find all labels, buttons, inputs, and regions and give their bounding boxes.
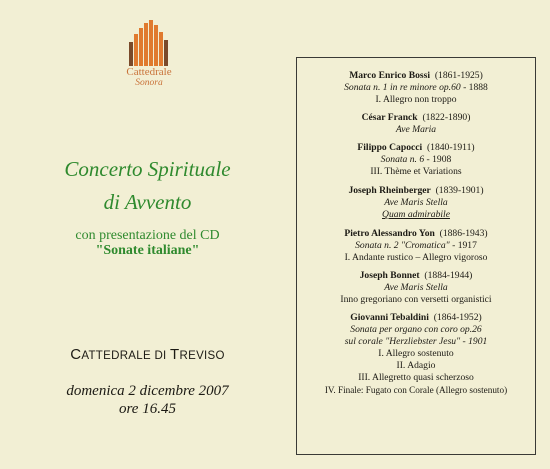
program-work-line bbox=[296, 82, 536, 94]
composer-name: Giovanni Tebaldini bbox=[350, 312, 429, 323]
program-movement: III. Thème et Variations bbox=[370, 166, 462, 177]
program-work-title bbox=[296, 209, 536, 221]
work-title: Sonata n. 2 "Cromatica" bbox=[355, 240, 450, 251]
program-entry-composer bbox=[296, 142, 536, 154]
program-work-title: Ave Maris Stella bbox=[384, 282, 448, 293]
concert-date bbox=[0, 382, 295, 418]
composer-years: (1861-1925) bbox=[434, 70, 483, 81]
program-work-line bbox=[296, 154, 536, 166]
program-work-title: sul corale "Herzliebster Jesu" - 1901 bbox=[344, 336, 488, 347]
composer-name: Filippo Capocci bbox=[357, 142, 423, 153]
program-movement: I. Allegro non troppo bbox=[375, 94, 457, 105]
program-movement: IV. Finale: Fugato con Corale (Allegro sostenuto) bbox=[324, 385, 508, 395]
program-work-title: Ave Maria bbox=[395, 124, 437, 135]
program-entry-composer bbox=[296, 70, 536, 82]
venue-word-1: ATTEDRALE bbox=[81, 350, 151, 362]
program-entry-composer bbox=[296, 185, 536, 197]
program-entry-composer bbox=[296, 270, 536, 282]
composer-name: Pietro Alessandro Yon bbox=[344, 228, 435, 239]
logo-text-sonora: Sonora bbox=[135, 78, 163, 88]
program-entry-composer bbox=[296, 312, 536, 324]
program-movement: III. Allegretto quasi scherzoso bbox=[358, 372, 474, 383]
concert-title-line1: Concerto Spirituale bbox=[64, 157, 231, 181]
venue-word-2: REVISO bbox=[179, 350, 225, 362]
venue-cap-2: T bbox=[170, 346, 180, 363]
program-work-line bbox=[296, 240, 536, 252]
time-line: ore 16.45 bbox=[119, 401, 176, 417]
composer-years: (1864-1952) bbox=[433, 312, 482, 323]
work-title: Sonata n. 6 bbox=[380, 154, 425, 165]
cd-name: "Sonate italiane" bbox=[95, 243, 200, 258]
composer-years: (1840-1911) bbox=[426, 142, 475, 153]
venue-name bbox=[0, 346, 295, 363]
program-movement: I. Allegro sostenuto bbox=[378, 348, 454, 359]
composer-name: César Franck bbox=[361, 112, 418, 123]
cathedral-organ-pipes-logo-icon bbox=[127, 20, 171, 66]
work-year: - 1908 bbox=[424, 154, 452, 165]
logo-text-cattedrale: Cattedrale bbox=[126, 66, 172, 78]
composer-years: (1884-1944) bbox=[424, 270, 473, 281]
cattedrale-sonora-logo bbox=[118, 20, 178, 100]
program-work-title: Sonata per organo con coro op.26 bbox=[350, 324, 482, 335]
concert-title-line2: di Avvento bbox=[103, 190, 192, 214]
program-work-title: Ave Maris Stella bbox=[384, 197, 448, 208]
cd-presentation-text: con presentazione del CD bbox=[75, 228, 220, 243]
composer-name: Joseph Bonnet bbox=[359, 270, 420, 281]
program-entry-composer bbox=[296, 112, 536, 124]
composer-name: Marco Enrico Bossi bbox=[349, 70, 431, 81]
venue-word-di: DI bbox=[150, 350, 171, 362]
program-work-description: Inno gregoriano con versetti organistici bbox=[340, 294, 492, 305]
work-year: - 1888 bbox=[460, 82, 488, 93]
program-movement: II. Adagio bbox=[396, 360, 436, 371]
composer-years: (1822-1890) bbox=[422, 112, 471, 123]
composer-years: (1839-1901) bbox=[435, 185, 484, 196]
work-year: - 1917 bbox=[449, 240, 477, 251]
date-line: domenica 2 dicembre 2007 bbox=[66, 383, 229, 399]
venue-cap-1: C bbox=[70, 346, 82, 363]
program-movement: I. Andante rustico – Allegro vigoroso bbox=[344, 252, 488, 263]
program-entry-composer bbox=[296, 228, 536, 240]
composer-name: Joseph Rheinberger bbox=[348, 185, 431, 196]
work-title-underlined: Quam admirabile bbox=[382, 209, 450, 220]
work-title: Sonata n. 1 in re minore op.60 bbox=[344, 82, 461, 93]
composer-years: (1886-1943) bbox=[439, 228, 488, 239]
